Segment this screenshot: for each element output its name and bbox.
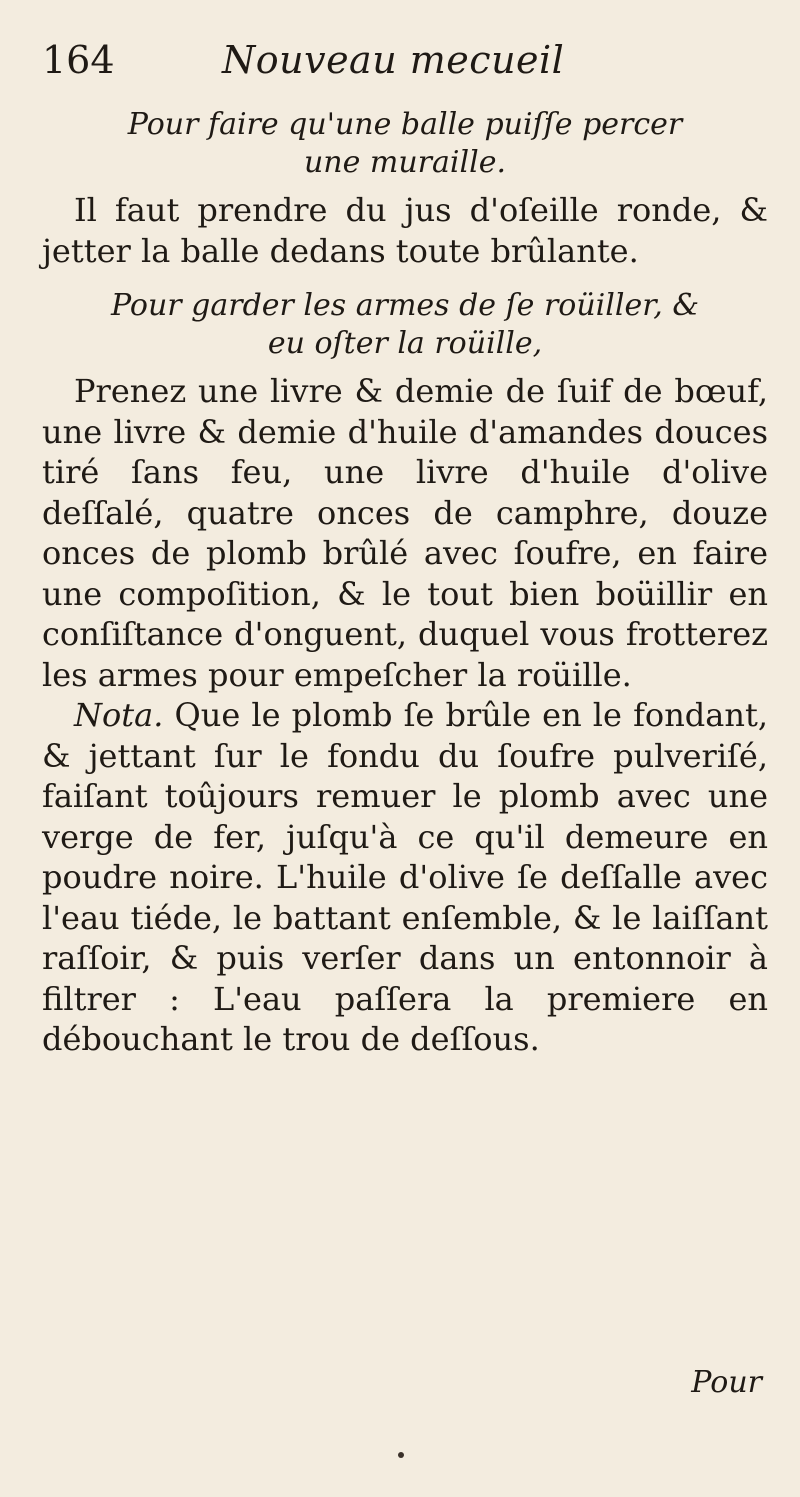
paragraph-armes: Prenez une livre & demie de ſuif de bœuf, une livre & demie d'huile d'amandes douces tiré ſans feu, une livre d'huile d'olive deſſalé, quatre onces de camphre, douze onces de plomb brûlé avec ſoufre, en faire une compoſition, & le tout bien boüillir en conſiſtance d'onguent, duquel vous frotterez les armes pour empeſcher la roüille. [42,372,768,694]
running-head [42,38,768,96]
page-number: 164 [42,38,115,82]
section-title-armes [42,287,768,363]
section-title-line: Pour faire qu'une balle puiſſe percer [127,107,683,142]
ink-dot [398,1452,404,1458]
section-title-balle [42,106,768,182]
section-title-line: eu oſter la roüille, [267,326,543,361]
section-title-line: Pour garder les armes de ſe roüiller, & [110,288,700,323]
paragraph-balle: Il faut prendre du jus d'oſeille ronde, & jetter la balle dedans toute brûlante. [42,191,768,270]
nota-label: Nota. [74,696,164,734]
nota-text: Que le plomb ſe brûle en le fondant, & jettant ſur le fondu du ſoufre pulveriſé, faiſant toûjours remuer le plomb avec une verge de fer, juſqu'à ce qu'il demeure en poudre noire. L'huile d'olive ſe deſſalle avec l'eau tiéde, le battant enſemble, & le laiſſant raſſoir, & puis verſer dans un entonnoir à filtrer : L'eau paſſera la premiere en débouchant le trou de deſſous. [42,696,768,1058]
running-title: Nouveau mecueil [222,38,565,82]
nota-paragraph [42,695,768,1060]
catchword: Pour [691,1365,762,1400]
section-title-line: une muraille. [303,145,506,180]
